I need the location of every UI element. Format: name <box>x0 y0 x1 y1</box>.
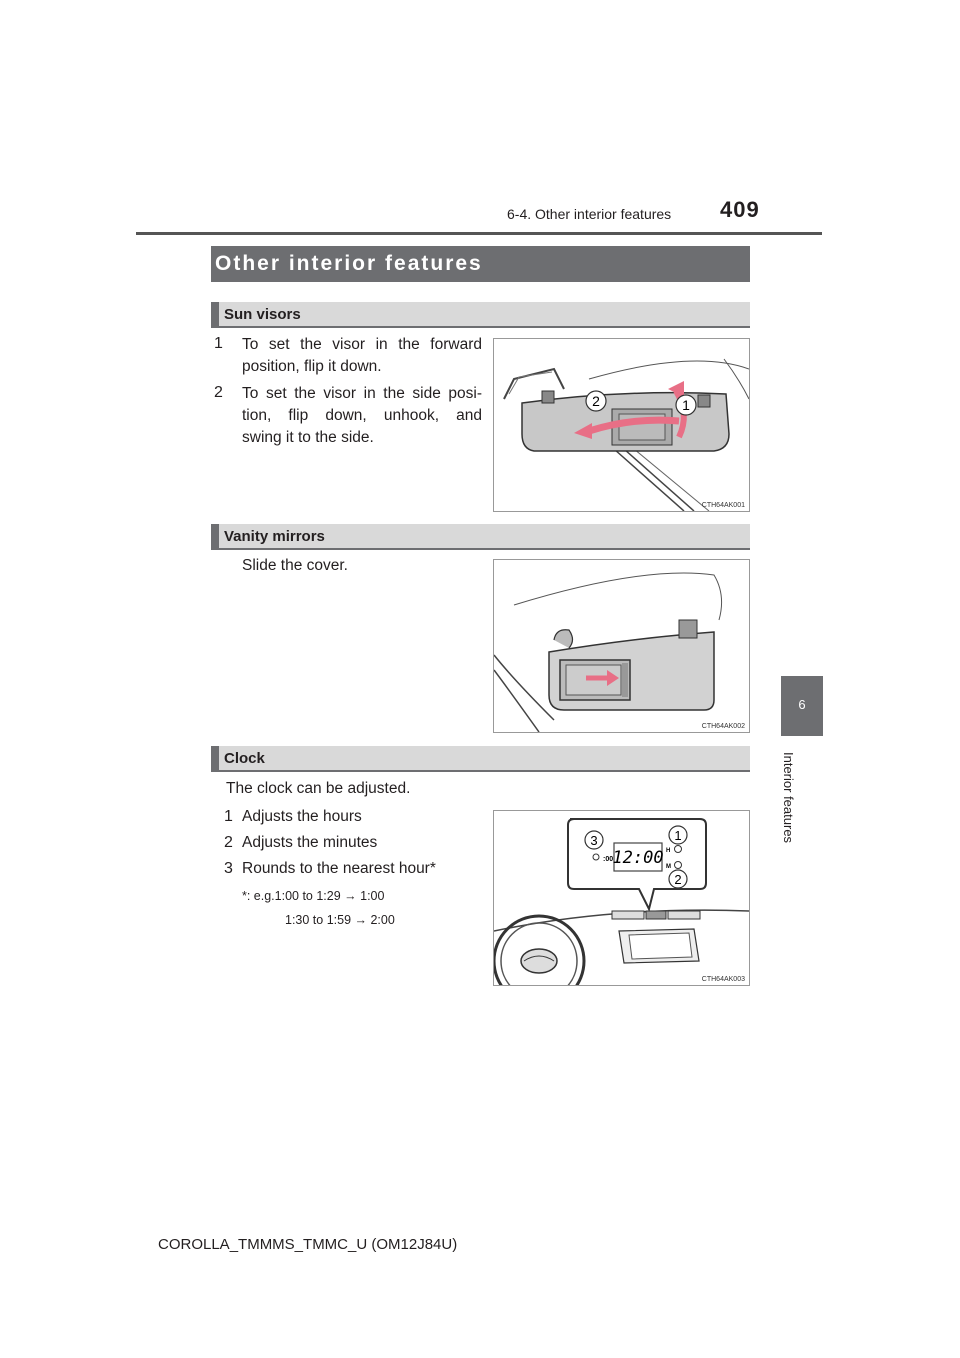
figure-code: CTH64AK001 <box>701 502 745 509</box>
header-rule <box>136 232 822 235</box>
page-number: 409 <box>720 197 760 222</box>
sun-visor-step-2-line2: tion, flip down, unhook, and <box>242 407 482 424</box>
sun-visor-step-2 <box>242 383 482 449</box>
clock-callout-1: 1 <box>674 828 682 843</box>
clock-item-number-2: 2 <box>224 834 233 851</box>
clock-item-3: Rounds to the nearest hour* <box>242 860 436 877</box>
sun-visor-figure <box>493 338 750 512</box>
clock-m-label: M <box>666 864 671 870</box>
figure-code: CTH64AK002 <box>701 723 745 730</box>
clock-item-number-1: 1 <box>224 808 233 825</box>
chapter-label <box>780 752 800 872</box>
sun-visor-callout-2: 2 <box>592 393 600 409</box>
clock-intro: The clock can be adjusted. <box>226 780 411 797</box>
sun-visor-step-2-line3: swing it to the side. <box>242 429 374 446</box>
clock-item-number-3: 3 <box>224 860 233 877</box>
vanity-mirror-text: Slide the cover. <box>242 557 348 574</box>
sun-visor-step-2-line1: To set the visor in the side posi- <box>242 385 482 402</box>
clock-illustration <box>494 811 749 985</box>
sun-visor-step-1-line2: position, flip it down. <box>242 358 382 375</box>
clock-figure <box>493 810 750 986</box>
header-section-title: 6-4. Other interior features <box>507 206 672 222</box>
vanity-mirror-illustration <box>494 560 749 732</box>
clock-callout-3: 3 <box>590 833 598 848</box>
clock-note-line2: 1:30 to 1:59 → 2:00 <box>285 913 395 927</box>
footer-document-id: COROLLA_TMMMS_TMMC_U (OM12J84U) <box>158 1236 458 1253</box>
sun-visor-illustration <box>494 339 749 511</box>
clock-h-label: H <box>666 848 671 854</box>
section-heading-vanity-mirrors: Vanity mirrors <box>211 524 750 550</box>
section-heading-sun-visors: Sun visors <box>211 302 750 328</box>
chapter-tab: 6 <box>781 676 823 736</box>
sun-visor-step-1 <box>242 334 482 378</box>
page-title <box>211 246 750 282</box>
step-number-2: 2 <box>214 384 223 401</box>
clock-item-1: Adjusts the hours <box>242 808 362 825</box>
sun-visor-step-1-line1: To set the visor in the forward <box>242 336 482 353</box>
clock-note-line1: *: e.g.1:00 to 1:29 → 1:00 <box>242 889 385 903</box>
chapter-label-text: Interior features <box>781 752 796 844</box>
vanity-mirror-figure <box>493 559 750 733</box>
step-number-1: 1 <box>214 335 223 352</box>
page-title-text: Other interior features <box>215 252 483 275</box>
sun-visor-callout-1: 1 <box>682 397 690 413</box>
clock-display-time: 12:00 <box>612 848 664 868</box>
clock-item-2: Adjusts the minutes <box>242 834 378 851</box>
clock-round-label: :00 <box>603 856 614 863</box>
figure-code: CTH64AK003 <box>701 976 745 983</box>
clock-callout-2: 2 <box>674 872 682 887</box>
section-heading-clock: Clock <box>211 746 750 772</box>
